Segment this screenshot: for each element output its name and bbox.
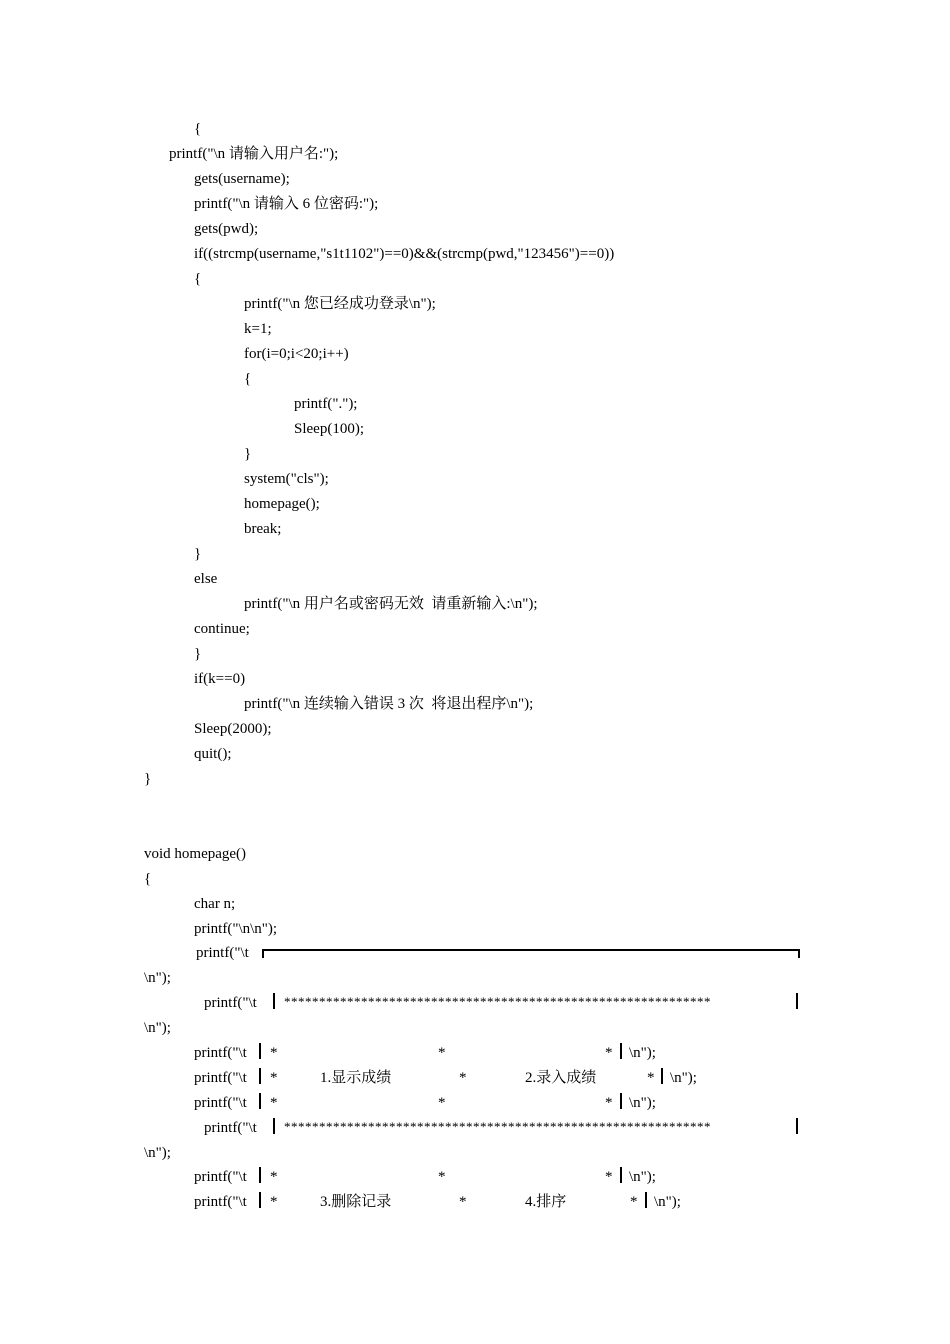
code-line: printf("\t (204, 995, 257, 1011)
menu-item-enter-scores: 2.录入成绩 (525, 1070, 597, 1086)
star-mark: * (647, 1070, 655, 1086)
code-line: k=1; (244, 321, 272, 337)
code-line: { (194, 121, 202, 137)
code-line: printf("\t (194, 1169, 247, 1185)
star-mark: * (605, 1045, 613, 1061)
box-side-right (645, 1192, 647, 1208)
code-line: } (194, 546, 202, 562)
code-line: printf("\t (194, 1194, 247, 1210)
code-line: printf("\n 连续输入错误 3 次 将退出程序\n"); (244, 696, 534, 712)
code-line: } (244, 446, 252, 462)
box-side-left (259, 1043, 261, 1059)
code-line-end: \n"); (654, 1194, 681, 1210)
code-line: printf("\n\n"); (194, 921, 278, 937)
code-line-end: \n"); (629, 1169, 656, 1185)
code-line-end: \n"); (629, 1045, 656, 1061)
code-line: quit(); (194, 746, 232, 762)
code-line: printf("\n 您已经成功登录\n"); (244, 296, 436, 312)
box-side-right (796, 1118, 798, 1134)
star-mark: * (459, 1194, 467, 1210)
box-side-right (796, 993, 798, 1009)
box-side-right (620, 1167, 622, 1183)
box-side-left (259, 1068, 261, 1084)
code-line: if(k==0) (194, 671, 246, 687)
code-line: if((strcmp(username,"s1t1102")==0)&&(strcmp(pwd,"123456")==0)) (194, 246, 615, 262)
code-line: printf("\n 请输入用户名:"); (169, 146, 339, 162)
box-side-right (620, 1093, 622, 1109)
code-line-end: \n"); (629, 1095, 656, 1111)
star-mark: * (270, 1194, 278, 1210)
star-mark: * (270, 1070, 278, 1086)
box-side-left (259, 1093, 261, 1109)
code-line: \n"); (144, 1145, 171, 1161)
code-line: gets(username); (194, 171, 290, 187)
star-mark: * (270, 1045, 278, 1061)
stars-row: ************************************************************* (284, 1119, 711, 1134)
code-line: } (144, 771, 152, 787)
code-line: Sleep(100); (294, 421, 364, 437)
code-line-end: \n"); (670, 1070, 697, 1086)
star-mark: * (438, 1045, 446, 1061)
code-line: \n"); (144, 970, 171, 986)
code-line: printf("\t (204, 1120, 257, 1136)
code-line: printf("\t (194, 1045, 247, 1061)
code-line: else (194, 571, 218, 587)
box-corner-top-right (798, 949, 800, 958)
code-line: Sleep(2000); (194, 721, 272, 737)
code-line: printf("\t (194, 1070, 247, 1086)
code-line: for(i=0;i<20;i++) (244, 346, 349, 362)
code-line: homepage(); (244, 496, 320, 512)
code-line: continue; (194, 621, 250, 637)
star-mark: * (270, 1169, 278, 1185)
code-line: gets(pwd); (194, 221, 259, 237)
box-top-border (262, 949, 800, 951)
star-mark: * (459, 1070, 467, 1086)
code-line: system("cls"); (244, 471, 329, 487)
code-line: printf("."); (294, 396, 358, 412)
menu-item-sort: 4.排序 (525, 1194, 567, 1210)
code-line: break; (244, 521, 282, 537)
code-line: \n"); (144, 1020, 171, 1036)
menu-item-show-scores: 1.显示成绩 (320, 1070, 392, 1086)
code-line: { (144, 871, 152, 887)
stars-row: ************************************************************* (284, 994, 711, 1009)
code-line: void homepage() (144, 846, 247, 862)
star-mark: * (605, 1095, 613, 1111)
box-side-left (273, 993, 275, 1009)
menu-item-delete-record: 3.删除记录 (320, 1194, 392, 1210)
box-side-left (273, 1118, 275, 1134)
code-line: printf("\n 用户名或密码无效 请重新输入:\n"); (244, 596, 538, 612)
code-line: printf("\t (194, 1095, 247, 1111)
code-line: } (194, 646, 202, 662)
code-line: { (194, 271, 202, 287)
code-line: printf("\t (196, 945, 249, 961)
star-mark: * (605, 1169, 613, 1185)
star-mark: * (438, 1095, 446, 1111)
box-side-left (259, 1167, 261, 1183)
star-mark: * (270, 1095, 278, 1111)
code-line: { (244, 371, 252, 387)
code-line: char n; (194, 896, 236, 912)
code-line: printf("\n 请输入 6 位密码:"); (194, 196, 379, 212)
star-mark: * (630, 1194, 638, 1210)
box-side-right (620, 1043, 622, 1059)
box-side-left (259, 1192, 261, 1208)
box-side-right (661, 1068, 663, 1084)
star-mark: * (438, 1169, 446, 1185)
